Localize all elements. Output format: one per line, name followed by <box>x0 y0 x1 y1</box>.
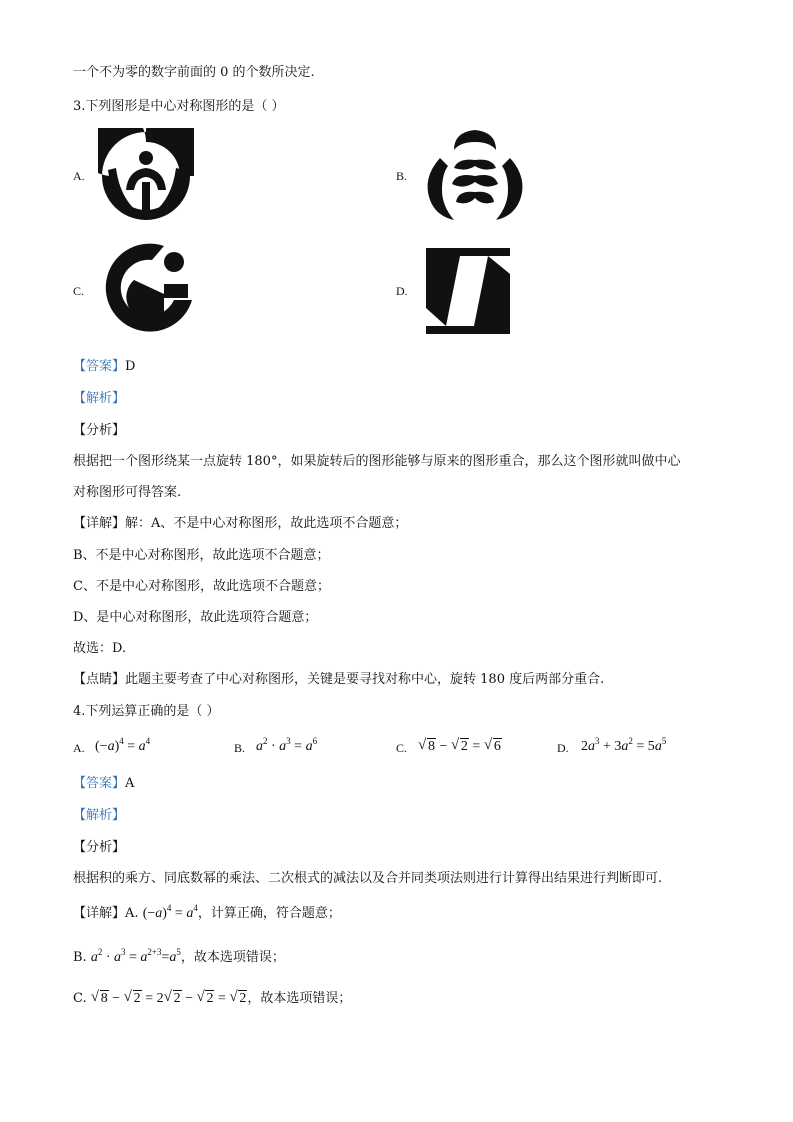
q4-detail-c <box>73 989 351 1009</box>
q3-answer: D <box>125 359 136 374</box>
option-b-label: B. <box>396 169 408 183</box>
fenxi-tag: 【分析】 <box>73 423 126 438</box>
round-emblem-logo <box>98 128 194 224</box>
q4-detail-b-formula: $a^2 \cdot a^3 = a^{2+3}=a^5$ <box>90 947 181 965</box>
q4-detail-b-prefix: B. <box>73 950 87 965</box>
q4-detail-b <box>73 948 285 968</box>
q3-detail-3: C、不是中心对称图形，故此选项不合题意； <box>73 579 330 594</box>
q4-option-a-label: A. <box>73 741 85 755</box>
q4-detail-c-suffix: ，故本选项错误； <box>247 991 352 1006</box>
q4-answer: A <box>125 776 135 791</box>
q3-detail-5: 故选：D. <box>73 641 127 656</box>
q3-detail-2: B、不是中心对称图形，故此选项不合题意； <box>73 548 330 563</box>
q4-answer-line <box>73 775 134 793</box>
option-d-label: D. <box>396 284 408 298</box>
q4-detail-a <box>73 904 341 924</box>
q4-detail-c-formula: √ 8 − √ 2 = 2√ 2 − √ 2 = √ 2 <box>91 991 248 1006</box>
q4-detail-a-formula: $(-a)^4 = a^4$ <box>142 903 198 921</box>
question-3: 3.下列图形是中心对称图形的是（ ） <box>73 99 285 114</box>
detail-tag-q4: 【详解】 <box>73 906 126 921</box>
q4-fenxi: 根据积的乘方、同底数幂的乘法、二次根式的减法以及合并同类项法则进行计算得出结果进行判断即可. <box>73 871 663 886</box>
q3-answer-line <box>73 358 135 376</box>
leaf-triangle-logo <box>422 128 528 222</box>
option-c-label: C. <box>73 284 85 298</box>
q3-fenxi-1: 根据把一个图形绕某一点旋转 180°，如果旋转后的图形能够与原来的图形重合，那么这个图形就叫做中心 <box>73 454 681 469</box>
q4-option-c-formula: √ 8 − √ 2 = √ 6 <box>418 737 502 757</box>
comment-tag: 【点睛】 <box>73 672 126 687</box>
q4-detail-a-prefix: A. <box>125 906 139 921</box>
analysis-tag-q4: 【解析】 <box>73 808 126 823</box>
q4-detail-a-suffix: ，计算正确，符合题意； <box>197 906 341 921</box>
question-4: 4.下列运算正确的是（ ） <box>73 704 220 719</box>
option-a-label: A. <box>73 169 85 183</box>
q3-comment <box>73 671 604 689</box>
q3-detail-4: D、是中心对称图形，故此选项符合题意； <box>73 610 318 625</box>
intro-line: 一个不为零的数字前面的 0 的个数所决定. <box>73 65 315 80</box>
q4-option-a-formula: $(-a)^4 = a^4$ <box>95 736 151 754</box>
answer-tag-q4: 【答案】 <box>73 776 126 791</box>
q4-option-b-label: B. <box>234 741 246 755</box>
q3-detail-text: 解：A、不是中心对称图形，故此选项不合题意； <box>125 516 408 531</box>
q4-detail-b-suffix: ，故本选项错误； <box>180 950 285 965</box>
q4-option-d-formula: $2a^3 + 3a^2 = 5a^5$ <box>581 736 667 754</box>
fenxi-tag-q4: 【分析】 <box>73 840 126 855</box>
q4-option-d-label: D. <box>557 741 569 755</box>
q3-fenxi-2: 对称图形可得答案. <box>73 485 182 500</box>
q3-comment-text: 此题主要考查了中心对称图形，关键是要寻找对称中心，旋转 180 度后两部分重合. <box>125 672 605 687</box>
analysis-tag: 【解析】 <box>73 391 126 406</box>
answer-tag: 【答案】 <box>73 359 126 374</box>
q4-detail-c-prefix: C. <box>73 991 87 1006</box>
slash-square-logo <box>424 246 512 336</box>
g-letter-logo <box>104 240 198 334</box>
q3-detail-1 <box>73 515 407 533</box>
detail-tag: 【详解】 <box>73 516 126 531</box>
q4-option-c-label: C. <box>396 741 408 755</box>
q4-option-b-formula: $a^2 \cdot a^3 = a^6$ <box>256 736 318 754</box>
